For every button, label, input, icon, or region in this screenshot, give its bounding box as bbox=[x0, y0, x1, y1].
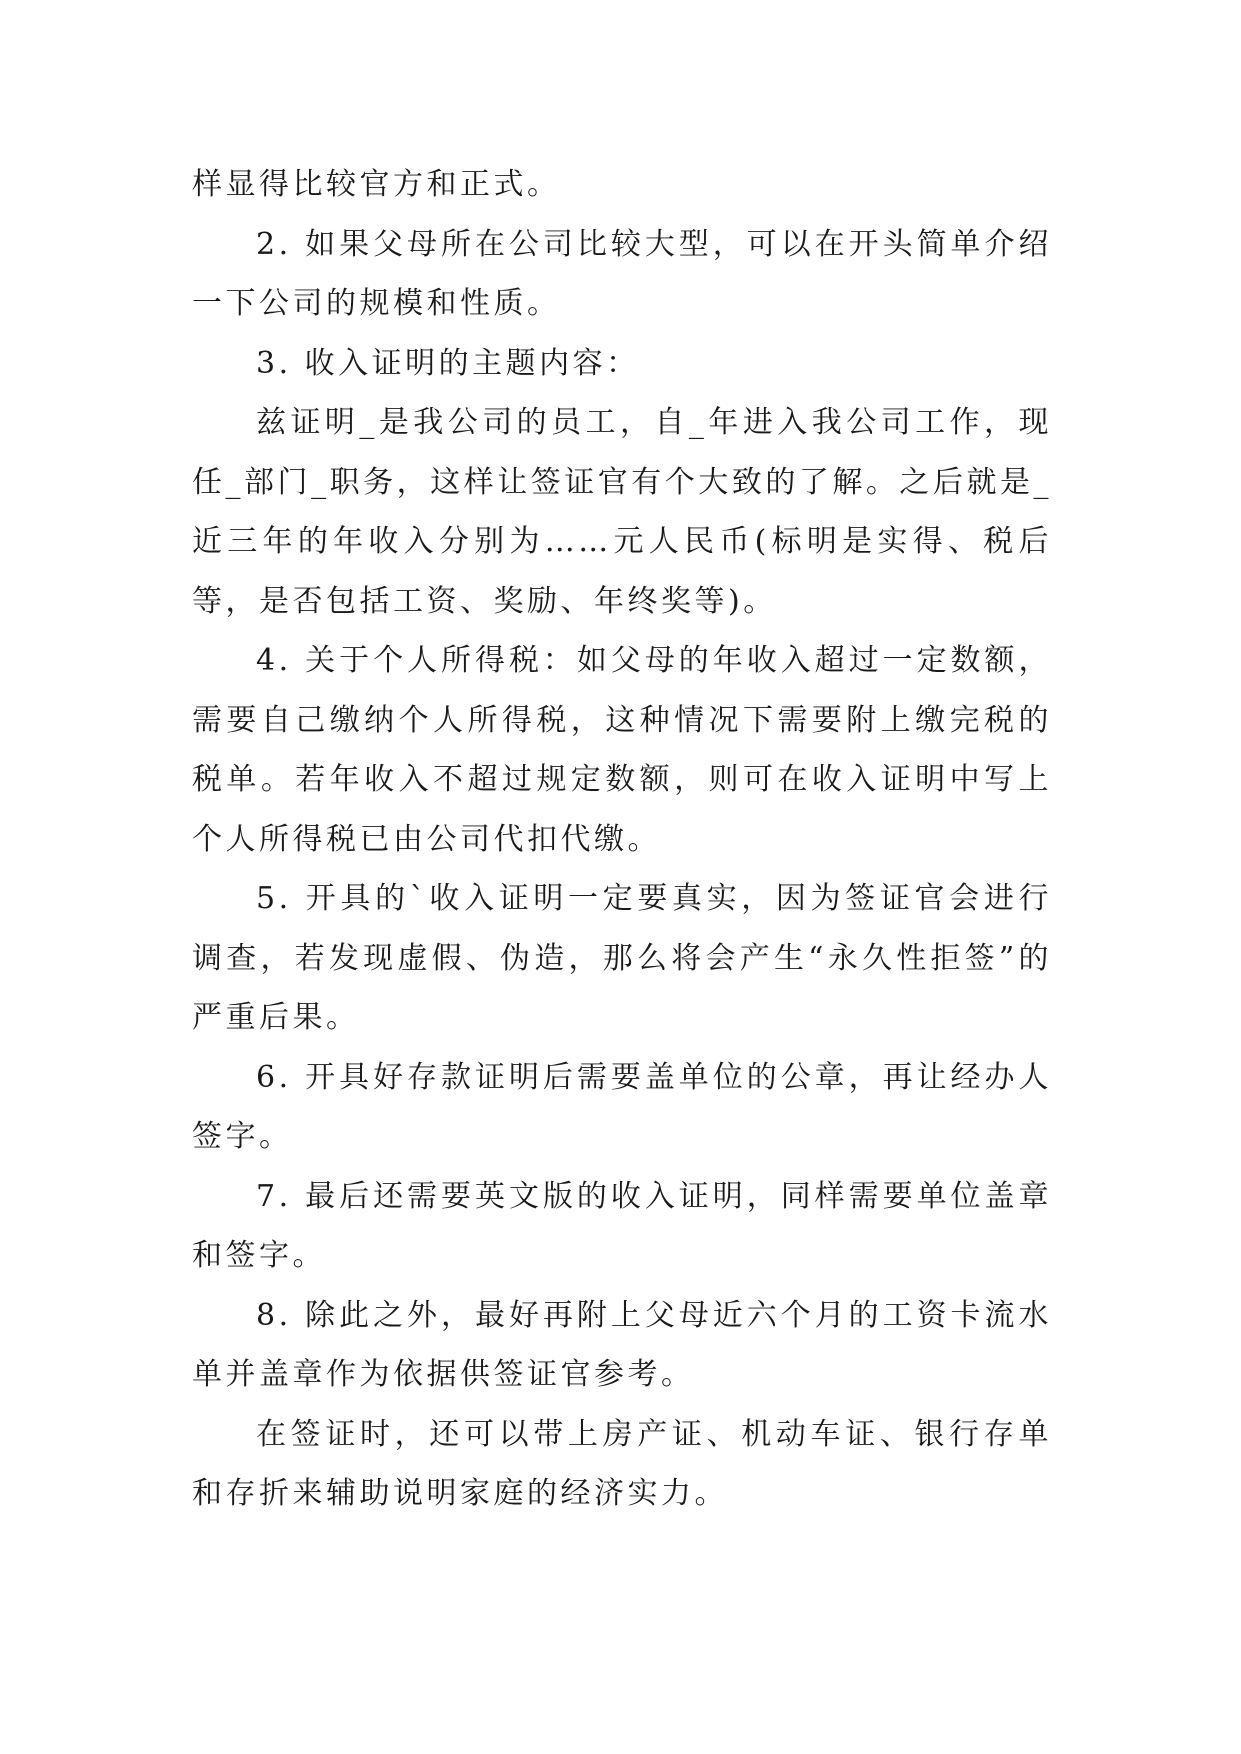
paragraph-closing: 在签证时，还可以带上房产证、机动车证、银行存单和存折来辅助说明家庭的经济实力。 bbox=[192, 1416, 1052, 1511]
paragraph-item-2: 2. 如果父母所在公司比较大型，可以在开头简单介绍一下公司的规模和性质。 bbox=[192, 226, 1052, 321]
paragraph-item-5: 5. 开具的`收入证明一定要真实，因为签证官会进行调查，若发现虚假、伪造，那么将会产生“永久性拒签”的严重后果。 bbox=[192, 881, 1052, 1035]
paragraph-item-6: 6. 开具好存款证明后需要盖单位的公章，再让经办人签字。 bbox=[192, 1059, 1052, 1154]
paragraph-certificate-template: 兹证明_是我公司的员工，自_年进入我公司工作，现任_部门_职务，这样让签证官有个大致的了解。之后就是_近三年的年收入分别为……元人民币(标明是实得、税后等，是否包括工资、奖励、年终奖等)。 bbox=[192, 405, 1052, 619]
paragraph-item-8: 8. 除此之外，最好再附上父母近六个月的工资卡流水单并盖章作为依据供签证官参考。 bbox=[192, 1297, 1052, 1392]
paragraph-item-3: 3. 收入证明的主题内容： bbox=[256, 345, 640, 381]
paragraph-continuation: 样显得比较官方和正式。 bbox=[192, 167, 561, 202]
paragraph-item-4: 4. 关于个人所得税：如父母的年收入超过一定数额，需要自己缴纳个人所得税，这种情况下需要附上缴完税的税单。若年收入不超过规定数额，则可在收入证明中写上个人所得税已由公司代扣代缴。 bbox=[192, 643, 1052, 857]
paragraph-item-7: 7. 最后还需要英文版的收入证明，同样需要单位盖章和签字。 bbox=[192, 1178, 1052, 1273]
document-body bbox=[192, 155, 1052, 1524]
